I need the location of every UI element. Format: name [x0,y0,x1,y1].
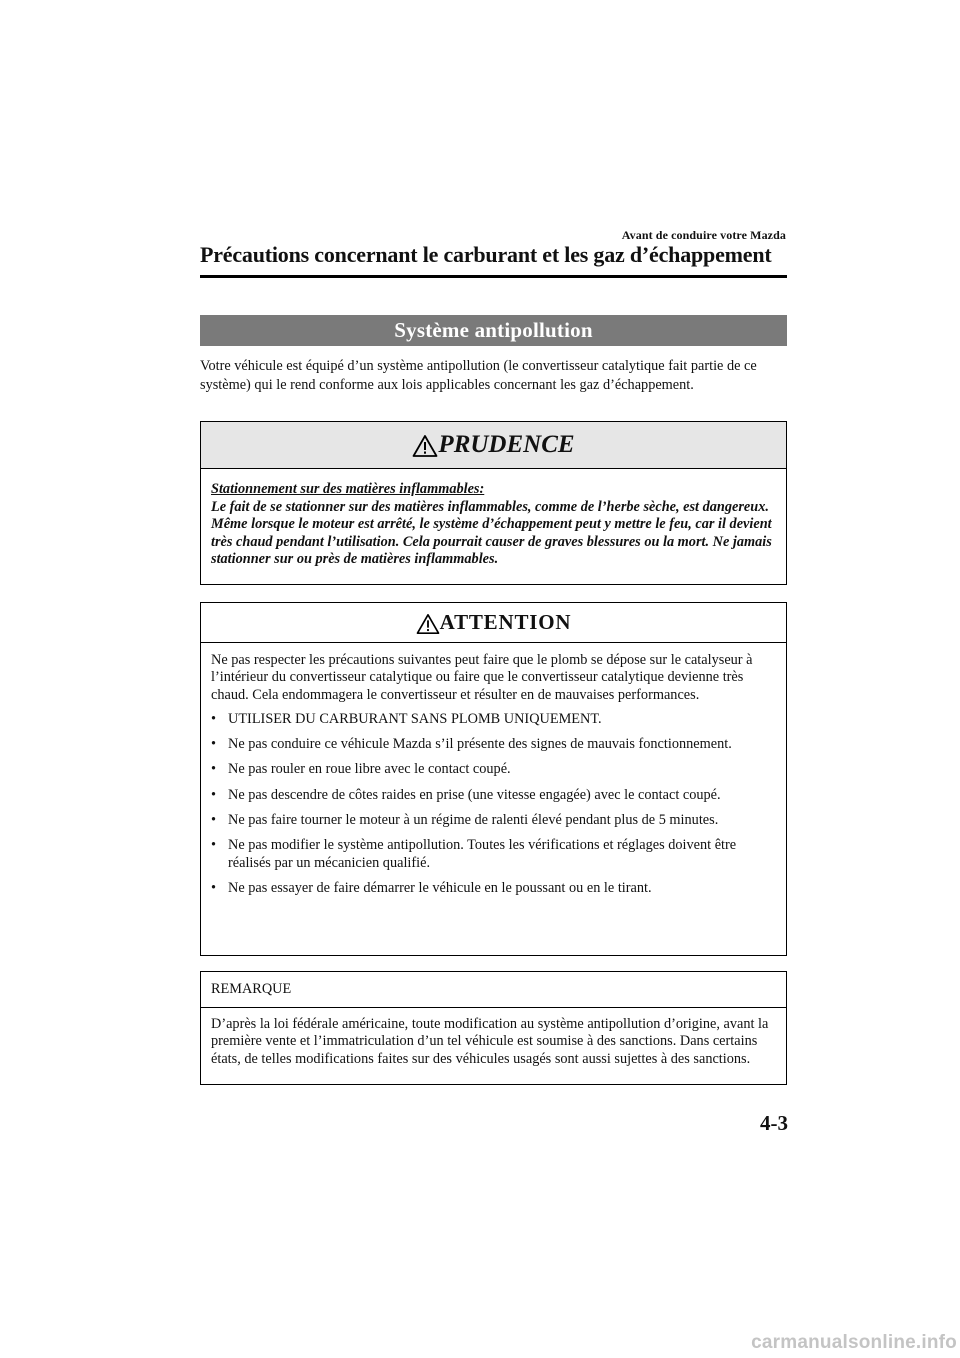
watermark: carmanualsonline.info [751,1332,957,1353]
list-item: • Ne pas faire tourner le moteur à un régime de ralenti élevé pendant plus de 5 minutes. [211,812,776,829]
caution-title: PRUDENCE [438,431,575,458]
attention-header [201,603,786,643]
attention-list [211,711,776,897]
section-title: Système antipollution [200,315,787,346]
caution-text: Le fait de se stationner sur des matières inflammables, comme de l’herbe sèche, est dangereux. Même lorsque le moteur est arrêté, le système d’échappement peut y mettre le feu, car il devient très chaud pendant l’utilisation. Cela pourrait causer de graves blessures ou la mort. Ne jamais stationner sur ou près de matières inflammables. [211,498,772,567]
list-item: • Ne pas rouler en roue libre avec le contact coupé. [211,761,776,778]
list-item: • Ne pas modifier le système antipollution. Toutes les vérifications et réglages doivent être réalisés par un mécanicien qualifié. [211,837,776,872]
section-intro: Votre véhicule est équipé d’un système antipollution (le convertisseur catalytique fait partie de ce système) qui le rend conforme aux lois applicables concernant les gaz d’échappement. [200,358,757,393]
note-box [200,971,787,1085]
list-item: • Ne pas descendre de côtes raides en prise (une vitesse engagée) avec le contact coupé. [211,787,776,804]
list-item: • Ne pas conduire ce véhicule Mazda s’il présente des signes de mauvais fonctionnement. [211,736,776,753]
caution-heading: Stationnement sur des matières inflammables: [211,481,485,497]
running-head: Avant de conduire votre Mazda [621,228,786,242]
note-text: D’après la loi fédérale américaine, toute modification au système antipollution d’origine, avant la première vente et l’immatriculation d’un tel véhicule est soumise à des sanctions. Dans certains états, de telles modifications faites sur des véhicules usagés sont aussi sujettes à des sanctions. [211,1016,769,1067]
attention-title: ATTENTION [439,610,572,634]
caution-body [201,469,786,569]
caution-box [200,421,787,585]
warning-triangle-icon [412,434,438,458]
warning-triangle-icon [416,613,440,635]
attention-intro: Ne pas respecter les précautions suivantes peut faire que le plomb se dépose sur le catalyseur à l’intérieur du convertisseur catalytique ou faire que le convertisseur catalytique devienne très chaud. Cela endommagera le convertisseur et résulter en de mauvaises performances. [211,652,753,703]
attention-box [200,602,787,956]
list-item: • UTILISER DU CARBURANT SANS PLOMB UNIQUEMENT. [211,711,776,728]
title-rule [200,275,787,278]
page-number: 4-3 [760,1111,788,1135]
note-title: REMARQUE [201,972,786,1008]
attention-body [201,643,786,897]
caution-header [201,422,786,469]
chapter-title: Précautions concernant le carburant et les gaz d’échappement [200,242,772,267]
list-item: • Ne pas essayer de faire démarrer le véhicule en le poussant ou en le tirant. [211,880,776,897]
